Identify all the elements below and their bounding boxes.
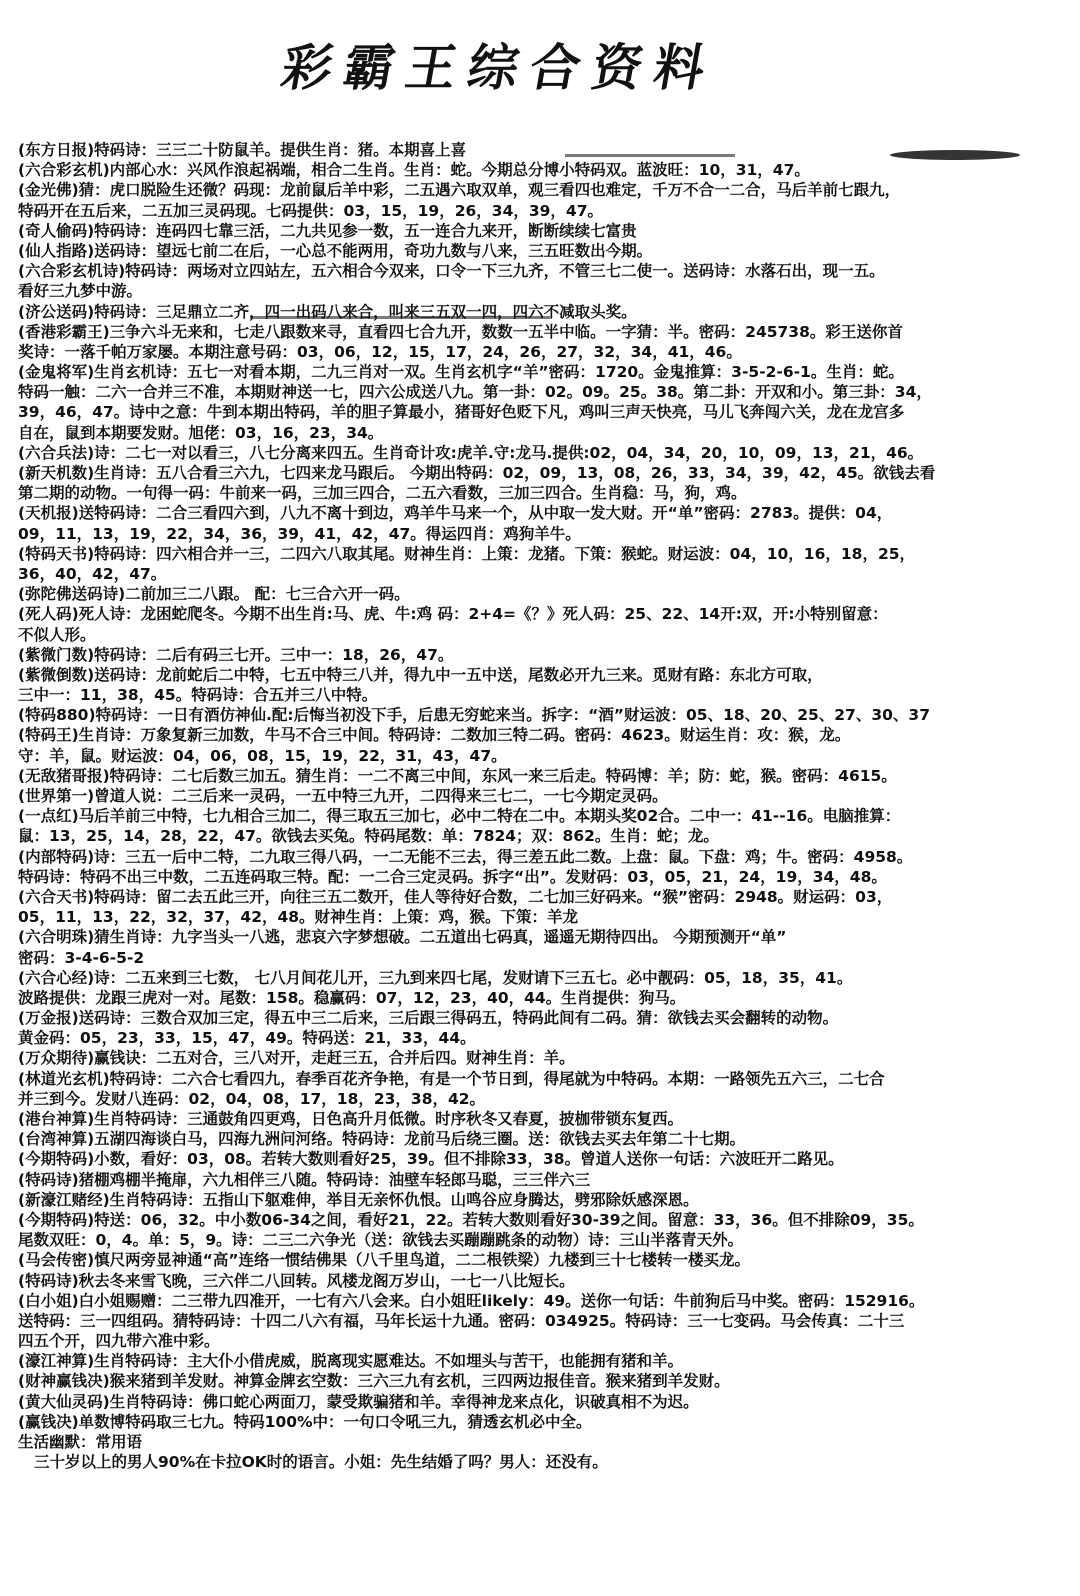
- text-line: (万金报)送码诗：三数合双加三定，得五中三二后来，三后跟三得码五，特码此间有二码。猜：欲钱去买会翻转的动物。: [18, 1009, 839, 1028]
- text-line: (港台神算)生肖特码诗：三通鼓角四更鸡，日色高升月低微。时序秋冬又春夏，披枷带锁东复西。: [18, 1110, 684, 1128]
- text-line: 36，40，42，47。: [18, 564, 167, 583]
- text-line: (天机报)送特码诗：二合三看四六到，八九不离十到边，鸡羊牛马来一个，从中取一发大财。开“单”密码：2783。提供：04，: [18, 504, 893, 523]
- text-line: 09，11，13，19，22，34，36，39，41，42，47。得运四肖：鸡狗羊牛。: [18, 524, 581, 543]
- text-line: (死人码)死人诗：龙困蛇爬冬。今期不出生肖:马、虎、牛:鸡 码：2+4=《？》死人码：25、22、14开:双，开:小特别留意：: [18, 605, 888, 624]
- text-line: (特码王)生肖诗：万象复新三加数，牛马不合三中间。特码诗：二数加三特二码。密码：4623。财运生肖：攻：猴，龙。: [18, 726, 851, 745]
- text-line: 密码：3-4-6-5-2: [18, 948, 145, 967]
- text-line: (林道光玄机)特码诗：二六合七看四九，春季百花齐争艳，有是一个节日到，得尾就为中特码。本期：一路领先五六三，二七合: [18, 1069, 885, 1088]
- text-line: 并三到今。发财八连码：02，04，08，17，18，23，38，42。: [18, 1089, 486, 1108]
- text-line: (特码880)特码诗：一日有酒仿神仙.配:后悔当初没下手，后患无穷蛇来当。拆字：“酒”财运波：05、18、20、25、27、30、37: [18, 706, 930, 725]
- text-line: 四五个开，四九带六准中彩。: [18, 1332, 220, 1351]
- text-line: 波路提供：龙跟三虎对一对。尾数：158。稳赢码：07，12，23，40，44。生肖提供：狗马。: [18, 988, 686, 1007]
- text-line: 三十岁以上的男人90%在卡拉OK时的语言。小姐：先生结婚了吗？男人：还没有。: [34, 1453, 608, 1472]
- text-line: (无敌猪哥报)特码诗：二七后数三加五。猜生肖：一二不离三中间，东风一来三后走。特码博：羊；防：蛇，猴。密码：4615。: [18, 766, 897, 785]
- text-line: (内部特码)诗：三五一后中二特，二九取三得八码，一二无能不三去，得三差五此二数。上盘：鼠。下盘：鸡；牛。密码：4958。: [18, 847, 913, 866]
- text-line: (今期特码)小数，看好：03，08。若转大数则看好25，39。但不排除33，38。曾道人送你一句话：六波旺开二路见。: [18, 1150, 844, 1169]
- text-line: 自在，鼠到本期要发财。旭佬：03，16，23，34。: [18, 423, 384, 442]
- text-line: 鼠：13，25，14，28，22，47。欲钱去买兔。特码尾数：单：7824；双：862。生肖：蛇；龙。: [18, 827, 719, 846]
- text-line: 第二期的动物。一句得一码：牛前来一码，三加三四合，二五六看数，三加三四合。生肖稳：马，狗，鸡。: [18, 484, 747, 503]
- text-line: (台湾神算)五湖四海谈白马，四海九洲问河络。特码诗：龙前马后绕三圈。送：欲钱去买去年第二十七期。: [18, 1130, 746, 1149]
- text-line: (东方日报)特码诗：三三二十防鼠羊。提供生肖：猪。本期喜上喜: [18, 141, 467, 159]
- text-line: (六合兵法)诗：二七一对以看三，八七分离来四五。生肖奇计攻:虎羊.守:龙马.提供:02，04，34，20，10，09，13，21，46。: [18, 443, 924, 462]
- article-body: [18, 140, 1068, 1472]
- text-line: 生活幽默：常用语: [18, 1433, 143, 1451]
- text-line: (济公送码)特码诗：三足鼎立二齐，四一出码八来合，叫来三五双一四，四六不减取头奖。: [18, 302, 637, 321]
- text-line: (奇人偷码)特码诗：连码四七靠三活，二九共见参一数，五一连合九来开，断断续续七富贵: [18, 221, 637, 240]
- text-line: (六合心经)诗：二五来到三七数， 七八月间花儿开，三九到来四七尾，发财请下三五七。必中靓码：05，18，35，41。: [18, 968, 853, 987]
- text-line: 特码诗：特码不出三中数，二五连码取三特。配：一二合三定灵码。拆字“出”。发财码：03，05，21，24，19，34，48。: [18, 867, 887, 886]
- text-line: (世界第一)曾道人说：二三后来一灵码，一五中特三九开，二四得来三七二，一七今期定灵码。: [18, 787, 668, 805]
- text-line: (财神赢钱决)猴来猪到羊发财。神算金牌玄空数：三六三九有玄机，三四两边报佳音。猴来猪到羊发财。: [18, 1372, 730, 1391]
- text-line: 送特码：三一四组码。猜特码诗：十四二八六有福，马年长运十九通。密码：034925。特码诗：三一七变码。马会传真：二十三: [18, 1311, 905, 1330]
- text-line: 05，11，13，22，32，37，42，48。财神生肖：上策：鸡，猴。下策：羊龙: [18, 908, 579, 927]
- text-line: 尾数双旺：0，4。单：5，9。诗：二三二六争光（送：欲钱去买蹦蹦跳条的动物）诗：三山半落青天外。: [18, 1231, 744, 1250]
- text-line: (仙人指路)送码诗：望远七前二在后，一心总不能两用，奇功九数与八来，三五旺数出今期。: [18, 241, 653, 260]
- text-line: 守：羊，鼠。财运波：04，06，08，15，19，22，31，43，47。: [18, 746, 507, 765]
- text-line: (一点红)马后羊前三中特，七九相合三加二，得三取五三加七，必中二特在二中。本期头奖02合。二中一：41--16。电脑推算：: [18, 807, 901, 826]
- text-line: (紫微倒数)送码诗：龙前蛇后二中特，七五中特三八并，得九中一五中送，尾数必开九三来。觅财有路：东北方可取，: [18, 665, 823, 684]
- text-line: 三中一：11，38，45。特码诗：合五并三八中特。: [18, 686, 378, 705]
- text-line: (今期特码)特送：06，32。中小数06-34之间，看好21，22。若转大数则看好30-39之间。留意：33，36。但不排除09，35。: [18, 1210, 924, 1229]
- text-line: (万众期待)赢钱诀：二五对合，三八对开，走赶三五，合并后四。财神生肖：羊。: [18, 1049, 575, 1068]
- text-line: (金光佛)猜：虎口脱险生还微？码现：龙前鼠后羊中彩，二五遇六取双单，观三看四也难定，千万不合一二合，马后羊前七跟九，: [18, 181, 901, 200]
- text-line: (六合彩玄机诗)特码诗：两场对立四站左，五六相合今双来，口令一下三九齐，不管三七二使一。送码诗：水落石出，现一五。: [18, 262, 885, 281]
- text-line: (特码天书)特码诗：四六相合并一三，二四六八取其尾。财神生肖：上策：龙猪。下策：猴蛇。财运波：04，10，16，18，25，: [18, 544, 916, 563]
- text-line: 黄金码：05，23，33，15，47，49。特码送：21，33，44。: [18, 1029, 476, 1048]
- text-line: (黄大仙灵码)生肖特码诗：佛口蛇心两面刀，蒙受欺骗猪和羊。幸得神龙来点化，识破真相不为迟。: [18, 1392, 699, 1411]
- text-line: 奖诗：一落千帕万家屡。本期注意号码：03，06，12，15，17，24，26，27，32，34，41，46。: [18, 342, 742, 361]
- text-line: (香港彩霸王)三争六斗无来和，七走八跟数来寻，直看四七合九开，数数一五半中临。一字猜：半。密码：245738。彩王送你首: [18, 322, 903, 341]
- text-line: (特码诗)猪棚鸡棚半掩扉，六九相伴三八随。特码诗：油壁车轻郎马聪，三三伴六三: [18, 1170, 591, 1189]
- text-line: (赢钱决)单数博特码取三七九。特码100%中：一句口令吼三九，猜透玄机必中全。: [18, 1412, 592, 1431]
- text-line: 特码一触：二六一合并三不准，本期财神送一七，四六公成送八九。第一卦：02。09。25。38。第二卦：开双和小。第三卦：34，: [18, 383, 932, 402]
- text-line: 39，46，47。诗中之意：牛到本期出特码，羊的胆子算最小，猪哥好色贬下凡，鸡叫三声天快亮，马儿飞奔闯六关，龙在龙宫多: [18, 403, 905, 422]
- text-line: (六合天书)特码诗：留二去五此三开，向往三五二数开，佳人等待好合数，二七加三好码来。“猴”密码：2948。财运码：03，: [18, 887, 893, 906]
- text-line: (六合明珠)猜生肖诗：九字当头一八逃，悲哀六字梦想破。二五道出七码真，遥遥无期待四出。 今期预测开“单”: [18, 928, 787, 947]
- text-line: (特码诗)秋去冬来雪飞晚，三六伴二八回转。风楼龙阁万岁山，一七一八比短长。: [18, 1271, 575, 1290]
- text-line: (六合彩玄机)内部心水：兴风作浪起祸端，相合二生肖。生肖：蛇。今期总分博小特码双。蓝波旺：10，31，47。: [18, 161, 810, 180]
- text-line: (紫微门数)特码诗：二后有码三七开。三中一：18，26，47。: [18, 645, 454, 664]
- page-title: 彩霸王综合资料: [277, 38, 722, 97]
- text-line: (新濠江赌经)生肖特码诗：五指山下躯难伸，举目无亲怀仇恨。山鸣谷应身腾达，劈邪除妖感深恩。: [18, 1190, 699, 1209]
- text-line: (新天机数)生肖诗：五八合看三六九，七四来龙马跟后。 今期出特码：02，09，13，08，26，33，34，39，42，45。欲钱去看: [18, 464, 936, 482]
- text-line: (濠江神算)生肖特码诗：主大仆小借虎威，脱离现实愿难达。不如埋头与苦干，也能拥有猪和羊。: [18, 1352, 684, 1371]
- text-line: (金鬼将军)生肖玄机诗：五七一对看本期，二九三肖对一双。生肖玄机字“羊”密码：1720。金鬼推算：3-5-2-6-1。生肖：蛇。: [18, 363, 904, 382]
- text-line: (弥陀佛送码诗)二前加三二八跟。 配：七三合六开一码。: [18, 585, 410, 604]
- text-line: 特码开在五后来，二五加三灵码现。七码提供：03，15，19，26，34，39，47。: [18, 201, 603, 220]
- text-line: 不似人形。: [18, 625, 96, 644]
- text-line: 看好三九梦中游。: [18, 282, 143, 301]
- text-line: (马会传密)慎尺两旁显神通“高”连络一惯结佛果（八千里鸟道，二二根铁梁）九楼到三十七楼转一楼买龙。: [18, 1251, 751, 1270]
- text-line: (白小姐)白小姐赐赠：二三带九四准开，一七有六八会来。白小姐旺likely：49。送你一句话：牛前狗后马中奖。密码：152916。: [18, 1291, 925, 1310]
